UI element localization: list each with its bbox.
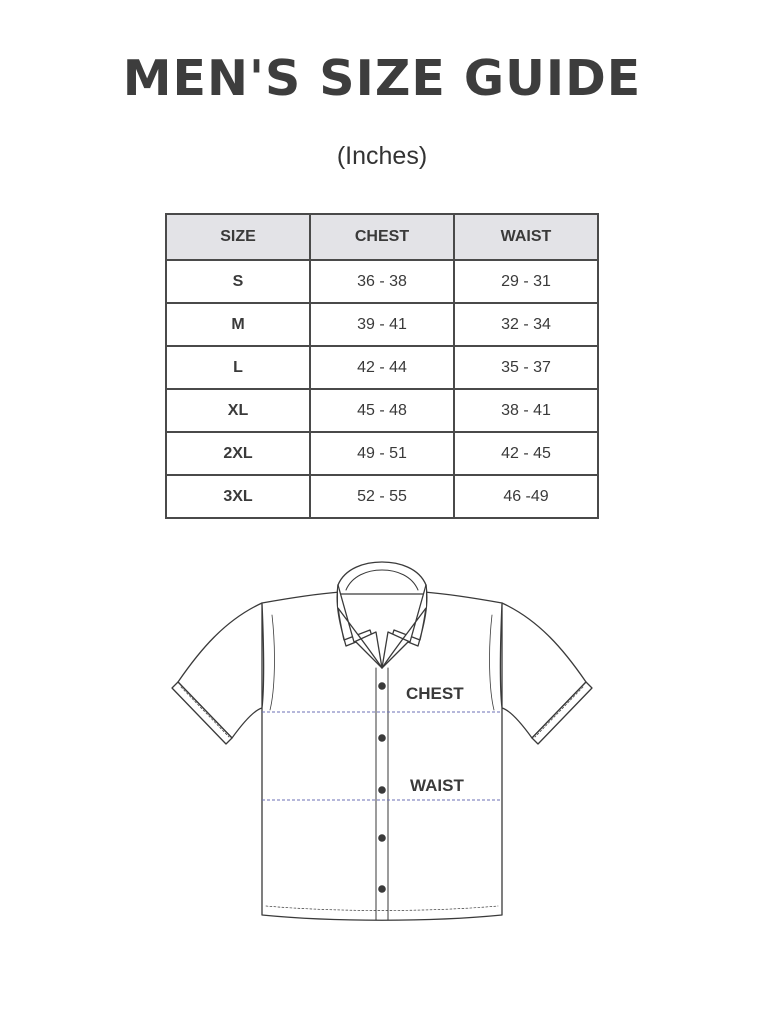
button bbox=[378, 885, 386, 893]
unit-label: (Inches) bbox=[336, 142, 428, 170]
header-waist: WAIST bbox=[454, 214, 598, 260]
table-row bbox=[166, 303, 598, 346]
shirt-diagram bbox=[0, 560, 764, 940]
chest-cell: 42 - 44 bbox=[310, 346, 454, 389]
waist-cell: 29 - 31 bbox=[454, 260, 598, 303]
size-table bbox=[165, 213, 599, 519]
table-row bbox=[166, 475, 598, 518]
shirt-body bbox=[262, 592, 502, 920]
waist-cell: 35 - 37 bbox=[454, 346, 598, 389]
chest-cell: 49 - 51 bbox=[310, 432, 454, 475]
waist-cell: 46 -49 bbox=[454, 475, 598, 518]
header-size: SIZE bbox=[166, 214, 310, 260]
table-row bbox=[166, 346, 598, 389]
waist-cell: 38 - 41 bbox=[454, 389, 598, 432]
size-cell: 3XL bbox=[166, 475, 310, 518]
collar-stand bbox=[338, 562, 426, 594]
table-header-row bbox=[166, 214, 598, 260]
size-cell: M bbox=[166, 303, 310, 346]
left-sleeve bbox=[178, 603, 262, 738]
right-sleeve bbox=[502, 603, 586, 738]
header-chest: CHEST bbox=[310, 214, 454, 260]
waist-cell: 32 - 34 bbox=[454, 303, 598, 346]
button bbox=[378, 834, 386, 842]
button bbox=[378, 786, 386, 794]
chest-cell: 45 - 48 bbox=[310, 389, 454, 432]
chest-cell: 36 - 38 bbox=[310, 260, 454, 303]
chest-cell: 52 - 55 bbox=[310, 475, 454, 518]
table-row bbox=[166, 432, 598, 475]
table-row bbox=[166, 389, 598, 432]
waist-label: WAIST bbox=[410, 776, 464, 795]
button bbox=[378, 734, 386, 742]
size-cell: S bbox=[166, 260, 310, 303]
size-cell: XL bbox=[166, 389, 310, 432]
button bbox=[378, 682, 386, 690]
size-cell: L bbox=[166, 346, 310, 389]
page-title: MEN'S SIZE GUIDE bbox=[122, 50, 642, 107]
size-cell: 2XL bbox=[166, 432, 310, 475]
chest-cell: 39 - 41 bbox=[310, 303, 454, 346]
table-row bbox=[166, 260, 598, 303]
chest-label: CHEST bbox=[406, 684, 464, 703]
waist-cell: 42 - 45 bbox=[454, 432, 598, 475]
